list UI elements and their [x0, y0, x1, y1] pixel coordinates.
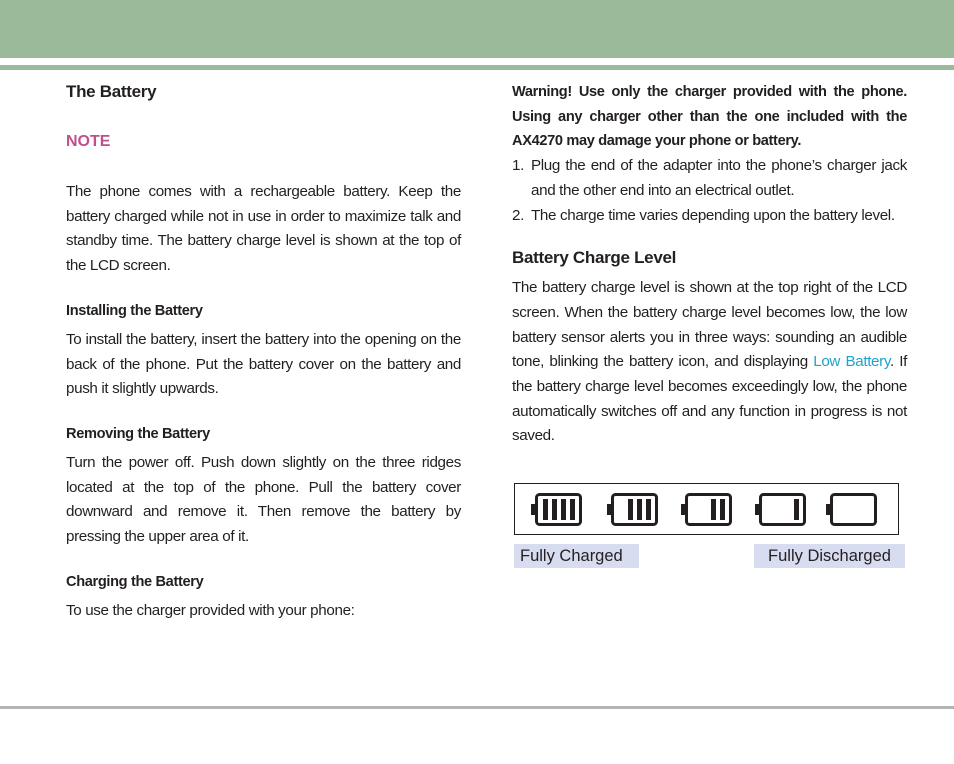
battery-1-bar-icon: [755, 493, 806, 526]
battery-terminal: [681, 504, 685, 515]
battery-bar: [570, 499, 575, 520]
charger-warning: Warning! Use only the charger provided with the phone. Using any charger other than the one included with the AX4270 may damage your phone or battery.: [512, 84, 907, 150]
battery-bar: [794, 499, 799, 520]
battery-bar: [628, 499, 633, 520]
battery-0-bars-icon: [826, 493, 877, 526]
header-band: [0, 0, 954, 58]
fully-charged-label: Fully Charged: [514, 544, 639, 568]
step-item: [512, 204, 907, 229]
battery-bar: [561, 499, 566, 520]
installing-heading: Installing the Battery: [66, 302, 203, 319]
step-text: The charge time varies depending upon the battery level.: [531, 206, 895, 224]
battery-bar: [552, 499, 557, 520]
charge-level-heading: Battery Charge Level: [512, 248, 677, 268]
header-rule: [0, 65, 954, 70]
battery-levels-figure: [514, 483, 899, 535]
step-item: [512, 154, 907, 203]
installing-text: To install the battery, insert the battery into the opening on the back of the phone. Put the battery cover on the battery and push it slightly upwards.: [66, 330, 461, 398]
battery-bar: [637, 499, 642, 520]
battery-3-bars-icon: [607, 493, 658, 526]
step-number: 1.: [512, 157, 524, 175]
battery-2-bars-icon: [681, 493, 732, 526]
battery-terminal: [531, 504, 535, 515]
battery-terminal: [607, 504, 611, 515]
removing-text: Turn the power off. Push down slightly on the three ridges located at the top of the phone. Pull the battery cover downward and remove it. Then remove the battery by pressing the upper area of it.: [66, 453, 461, 546]
low-battery-highlight: Low Battery: [813, 353, 890, 371]
battery-bar: [720, 499, 725, 520]
charging-text: To use the charger provided with your phone:: [66, 601, 355, 619]
charge-level-text: [512, 276, 907, 449]
battery-body: [832, 495, 876, 525]
removing-heading: Removing the Battery: [66, 425, 210, 442]
battery-bar: [646, 499, 651, 520]
step-text: Plug the end of the adapter into the phone’s charger jack and the other end into an electrical outlet.: [531, 157, 907, 199]
battery-intro-text: The phone comes with a rechargeable battery. Keep the battery charged while not in use in order to maximize talk and standby time. The battery charge level is shown at the top of the LCD screen.: [66, 183, 461, 275]
note-label: NOTE: [66, 133, 111, 150]
charge-level-text-part: The battery charge level is shown at the top right of the LCD screen. When the battery charge level becomes low, the low battery sensor alerts you in three ways: sounding an audible tone, blinking the battery icon, and displaying: [512, 279, 907, 371]
section-title: The Battery: [66, 82, 157, 101]
step-number: 2.: [512, 206, 524, 224]
battery-terminal: [826, 504, 830, 515]
charge-level-text-part: . If the battery charge level becomes exceedingly low, the phone automatically switches off and any function in progress is not saved.: [512, 353, 907, 445]
battery-terminal: [755, 504, 759, 515]
battery-bar: [543, 499, 548, 520]
charging-heading: Charging the Battery: [66, 573, 204, 590]
battery-bar: [711, 499, 716, 520]
battery-4-bars-icon: [531, 493, 582, 526]
charging-steps: [512, 154, 907, 228]
footer-rule: [0, 706, 954, 709]
fully-discharged-label: Fully Discharged: [754, 544, 905, 568]
left-column: [66, 80, 461, 623]
right-column: [512, 80, 907, 449]
